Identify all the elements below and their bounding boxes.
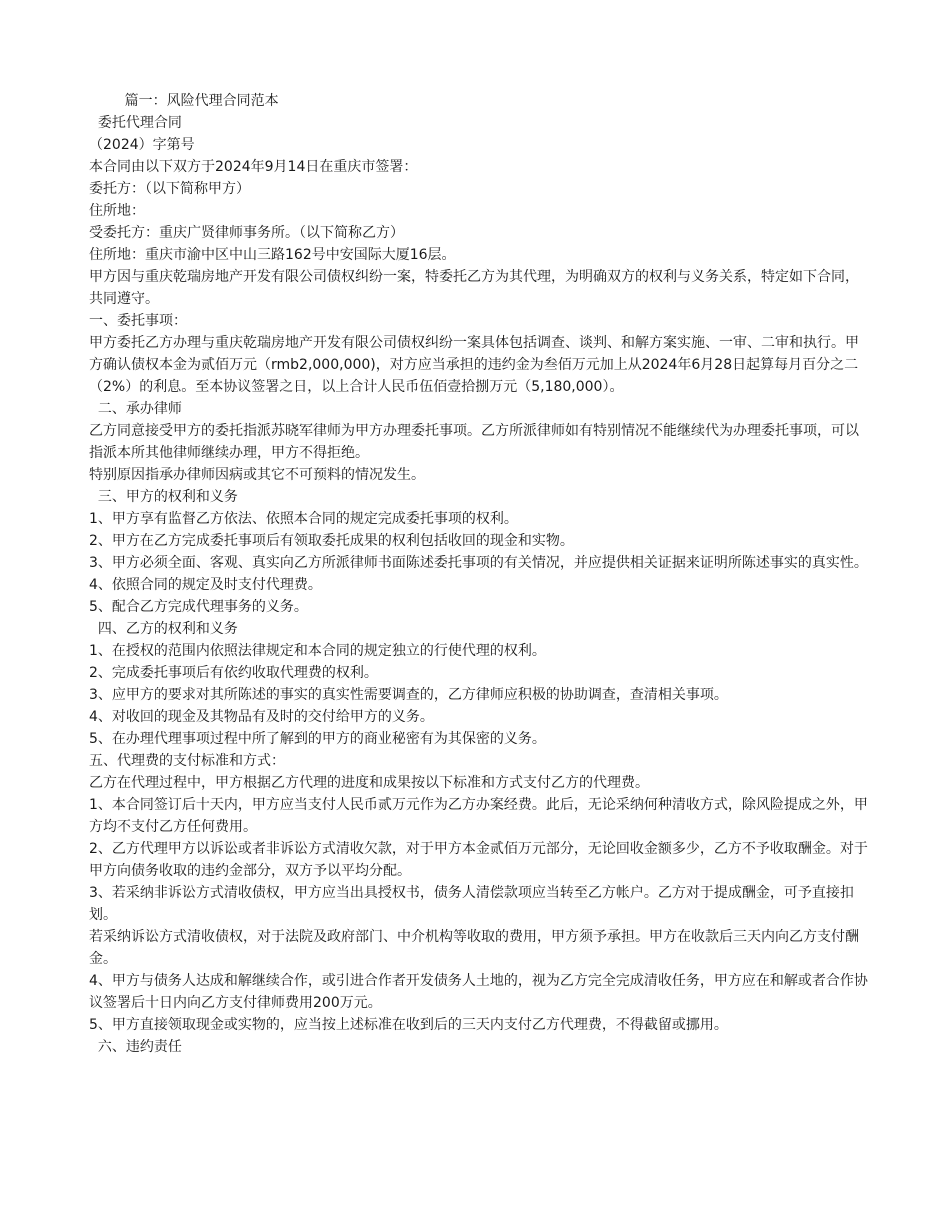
section-4-item: 4、对收回的现金及其物品有及时的交付给甲方的义务。	[89, 709, 434, 725]
section-3-title: 三、甲方的权利和义务	[89, 489, 238, 505]
section-5-item: 4、甲方与债务人达成和解继续合作，或引进合作者开发债务人土地的，视为乙方完全完成清收任务，甲方应在和解或者合作协议签署后十日内向乙方支付律师费用200万元。	[89, 973, 868, 1011]
section-5-title: 五、代理费的支付标准和方式：	[89, 753, 285, 769]
section-5-item: 若采纳诉讼方式清收债权，对于法院及政府部门、中介机构等收取的费用，甲方须予承担。甲方在收款后三天内向乙方支付酬金。	[89, 929, 859, 967]
section-5-item: 1、本合同签订后十天内，甲方应当支付人民币贰万元作为乙方办案经费。此后，无论采纳何种清收方式，除风险提成之外，甲方均不支付乙方任何费用。	[89, 797, 868, 835]
section-4-item: 3、应甲方的要求对其所陈述的事实的真实性需要调查的，乙方律师应积极的协助调查，查清相关事项。	[89, 687, 728, 703]
agent-line: 受委托方：重庆广贤律师事务所。（以下简称乙方）	[89, 225, 404, 241]
section-2-body: 乙方同意接受甲方的委托指派苏晓军律师为甲方办理委托事项。乙方所派律师如有特别情况不能继续代为办理委托事项，可以指派本所其他律师继续办理，甲方不得拒绝。	[89, 423, 859, 461]
contract-document	[89, 90, 869, 1058]
principal-address-line: 住所地：	[89, 203, 145, 219]
document-heading: 篇一：风险代理合同范本	[89, 93, 279, 109]
section-4-item: 1、在授权的范围内依照法律规定和本合同的规定独立的行使代理的权利。	[89, 643, 546, 659]
intro-line: 本合同由以下双方于2024年9月14日在重庆市签署：	[89, 159, 418, 175]
section-3-item: 4、依照合同的规定及时支付代理费。	[89, 577, 322, 593]
section-5-item: 3、若采纳非诉讼方式清收债权，甲方应当出具授权书，债务人清偿款项应当转至乙方帐户。乙方对于提成酬金，可予直接扣划。	[89, 885, 854, 923]
section-2-title: 二、承办律师	[89, 401, 182, 417]
agent-address-line: 住所地：重庆市渝中区中山三路162号中安国际大厦16层。	[89, 247, 456, 263]
preamble-paragraph: 甲方因与重庆乾瑞房地产开发有限公司债权纠纷一案，特委托乙方为其代理，为明确双方的权利与义务关系，特定如下合同，共同遵守。	[89, 269, 859, 307]
section-1-title: 一、委托事项：	[89, 313, 187, 329]
section-3-item: 1、甲方享有监督乙方依法、依照本合同的规定完成委托事项的权利。	[89, 511, 518, 527]
principal-line: 委托方：（以下简称甲方）	[89, 181, 250, 197]
section-5-intro: 乙方在代理过程中，甲方根据乙方代理的进度和成果按以下标准和方式支付乙方的代理费。	[89, 775, 649, 791]
section-4-item: 5、在办理代理事项过程中所了解到的甲方的商业秘密有为其保密的义务。	[89, 731, 546, 747]
section-3-item: 5、配合乙方完成代理事务的义务。	[89, 599, 308, 615]
section-6-title: 六、违约责任	[89, 1039, 182, 1055]
section-3-item: 2、甲方在乙方完成委托事项后有领取委托成果的权利包括收回的现金和实物。	[89, 533, 574, 549]
section-5-item: 2、乙方代理甲方以诉讼或者非诉讼方式清收欠款，对于甲方本金贰佰万元部分，无论回收金额多少，乙方不予收取酬金。对于甲方向债务收取的违约金部分，双方予以平均分配。	[89, 841, 868, 879]
section-4-item: 2、完成委托事项后有依约收取代理费的权利。	[89, 665, 378, 681]
contract-title: 委托代理合同	[89, 115, 182, 131]
section-2-note: 特别原因指承办律师因病或其它不可预料的情况发生。	[89, 467, 425, 483]
section-4-title: 四、乙方的权利和义务	[89, 621, 238, 637]
section-1-body: 甲方委托乙方办理与重庆乾瑞房地产开发有限公司债权纠纷一案具体包括调查、谈判、和解方案实施、一审、二审和执行。甲方确认债权本金为贰佰万元（rmb2,000,000)，对方应当承担的违约金为叁佰万元加上从2024年6月28日起算每月百分之二（2%）的利息。至本协议签署之日，以上合计人民币伍佰壹拾捌万元（5,180,000）。	[89, 335, 859, 395]
section-5-item: 5、甲方直接领取现金或实物的，应当按上述标准在收到后的三天内支付乙方代理费，不得截留或挪用。	[89, 1017, 728, 1033]
section-3-item: 3、甲方必须全面、客观、真实向乙方所派律师书面陈述委托事项的有关情况，并应提供相关证据来证明所陈述事实的真实性。	[89, 555, 868, 571]
document-number: （2024）字第号	[89, 137, 195, 153]
